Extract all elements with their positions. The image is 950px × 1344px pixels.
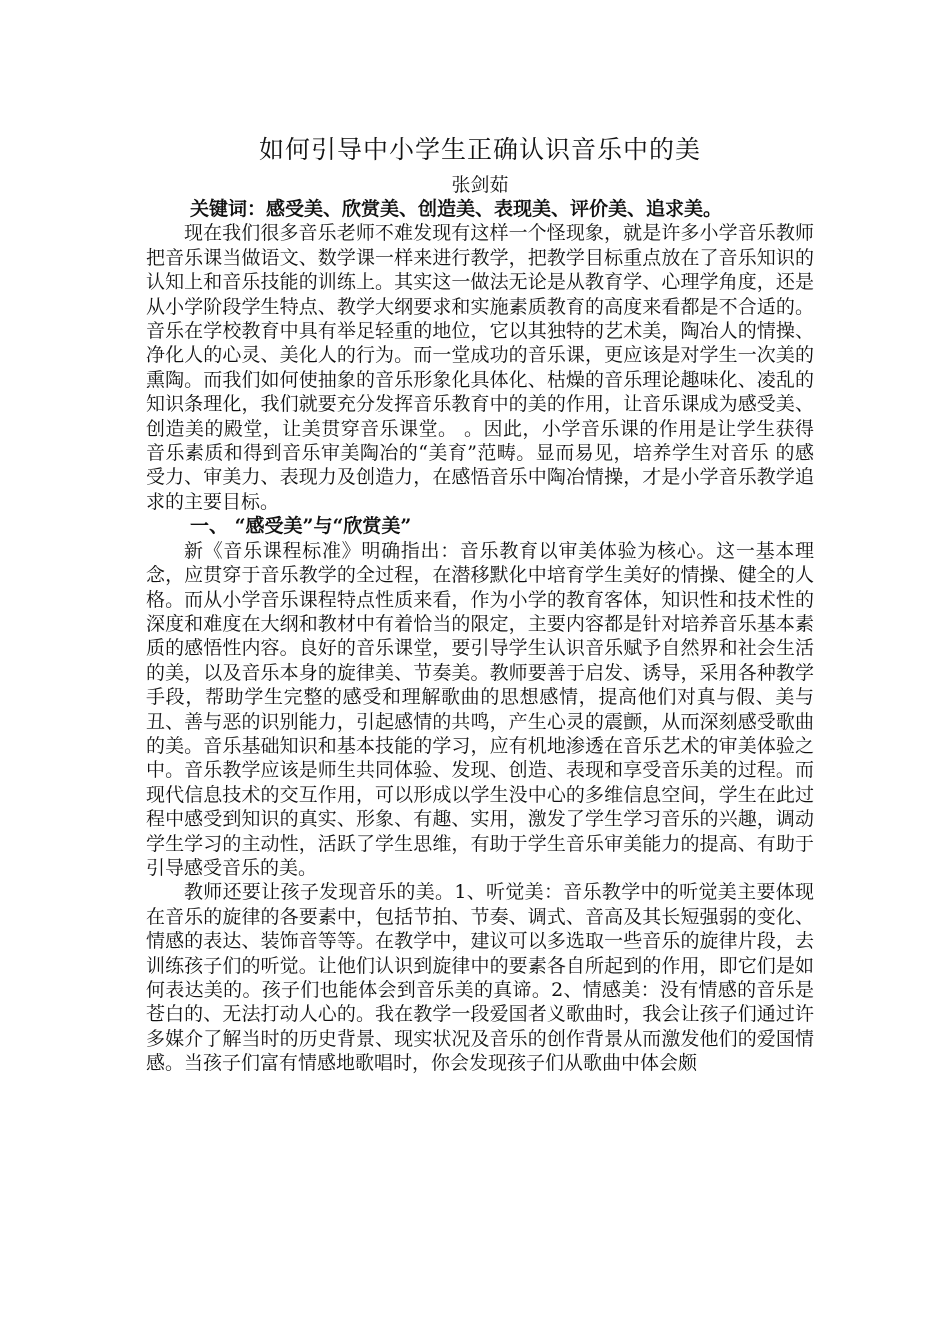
section-paragraph-1: 新《音乐课程标准》明确指出：音乐教育以审美体验为核心。这一基本理念，应贯穿于音乐教学的全过程，在潜移默化中培育学生美好的情操、健全的人格。而从小学音乐课程特点性质来看，作为小学的教育客体，知识性和技术性的深度和难度在大纲和教材中有着恰当的限定，主要内容都是针对培养音乐基本素质的感悟性内容。良好的音乐课堂，要引导学生认识音乐赋予自然界和社会生活的美，以及音乐本身的旋律美、节奏美。教师要善于启发、诱导，采用各种教学手段，帮助学生完整的感受和理解歌曲的思想感情，提高他们对真与假、美与丑、善与恶的识别能力，引起感情的共鸣，产生心灵的震颤，从而深刻感受歌曲的美。音乐基础知识和基本技能的学习，应有机地渗透在音乐艺术的审美体验之中。音乐教学应该是师生共同体验、发现、创造、表现和享受音乐美的过程。而现代信息技术的交互作用，可以形成以学生没中心的多维信息空间，学生在此过程中感受到知识的真实、形象、有趣、实用，激发了学生学习音乐的兴趣，调动学生学习的主动性，活跃了学生思维，有助于学生音乐审美能力的提高、有助于引导感受音乐的美。	[146, 539, 814, 879]
document-title: 如何引导中小学生正确认识音乐中的美	[258, 135, 701, 164]
document-body	[146, 133, 814, 1076]
keywords-line: 关键词：感受美、欣赏美、创造美、表现美、评价美、追求美。	[190, 198, 723, 220]
author-name: 张剑茹	[451, 174, 509, 196]
intro-paragraph: 现在我们很多音乐老师不难发现有这样一个怪现象，就是许多小学音乐教师把音乐课当做语文、数学课一样来进行教学，把教学目标重点放在了音乐知识的认知上和音乐技能的训练上。其实这一做法无论是从教育学、心理学角度，还是从小学阶段学生特点、教学大纲要求和实施素质教育的高度来看都是不合适的。音乐在学校教育中具有举足轻重的地位，它以其独特的艺术美，陶冶人的情操、净化人的心灵、美化人的行为。而一堂成功的音乐课，更应该是对学生一次美的熏陶。而我们如何使抽象的音乐形象化具体化、枯燥的音乐理论趣味化、凌乱的知识条理化，我们就要充分发挥音乐教育中的美的作用，让音乐课成为感受美、创造美的殿堂，让美贯穿音乐课堂。 。因此，小学音乐课的作用是让学生获得音乐素质和得到音乐审美陶冶的“美育”范畴。显而易见，培养学生对音乐 的感受力、审美力、表现力及创造力，在感悟音乐中陶冶情操，才是小学音乐教学追求的主要目标。	[146, 222, 814, 513]
section-heading: 一、 “感受美”与“欣赏美”	[190, 515, 412, 538]
section-paragraph-2: 教师还要让孩子发现音乐的美。1、听觉美：音乐教学中的听觉美主要体现在音乐的旋律的各要素中，包括节拍、节奏、调式、音高及其长短强弱的变化、情感的表达、装饰音等等。在教学中，建议可以多选取一些音乐的旋律片段，去训练孩子们的听觉。让他们认识到旋律中的要素各自所起到的作用，即它们是如何表达美的。孩子们也能体会到音乐美的真谛。2、情感美：没有情感的音乐是苍白的、无法打动人心的。我在教学一段爱国者义歌曲时，我会让孩子们通过许多媒介了解当时的历史背景、现实状况及音乐的创作背景从而激发他们的爱国情感。当孩子们富有情感地歌唱时，你会发现孩子们从歌曲中体会颇	[146, 881, 814, 1075]
